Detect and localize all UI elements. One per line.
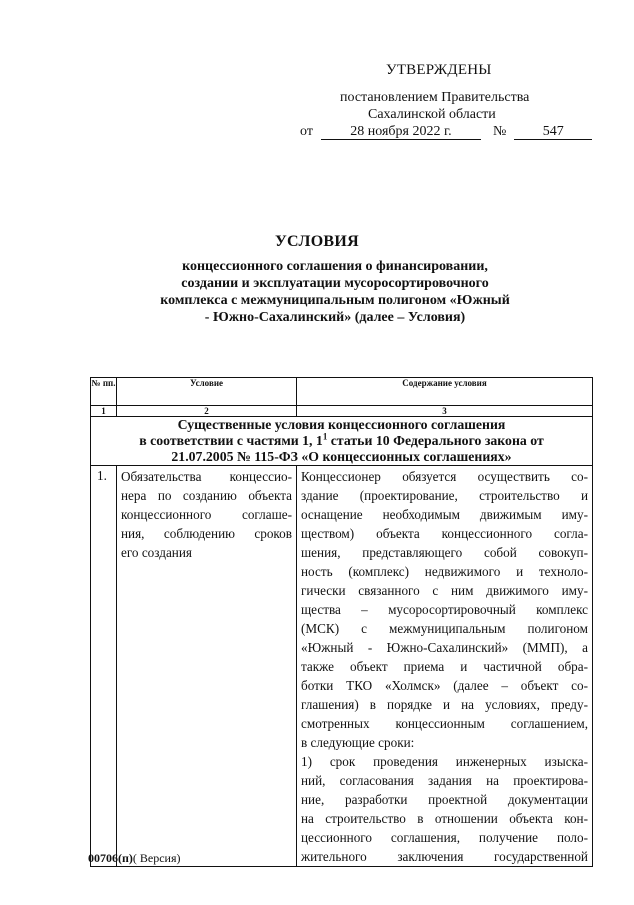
row-condition <box>117 466 297 867</box>
condition-line: Обязательства концессио- <box>121 469 292 484</box>
subtitle-line: создании и эксплуатации мусоросортировочного <box>181 276 489 291</box>
subtitle-line: комплекса с межмуниципальным полигоном «Южный <box>160 293 510 308</box>
content-line: гически связанного с ним движимого иму- <box>301 583 588 598</box>
content-line: ществом) объекта концессионного согла- <box>301 526 588 541</box>
content-line: в следующие сроки: <box>301 735 415 750</box>
condition-line: его создания <box>121 545 192 560</box>
version-label: ( Версия) <box>132 851 181 865</box>
approval-number: 547 <box>514 124 592 140</box>
content-line: на строительство в отношении объекта кон- <box>301 811 588 826</box>
content-line: смотренных концессионным соглашением, <box>301 716 588 731</box>
content-line: глашения) в порядке и на условиях, преду- <box>301 697 588 712</box>
content-line: ние, разработки проектной документации <box>301 792 588 807</box>
content-line: 1) срок проведения инженерных изыска- <box>301 754 588 769</box>
content-line: щества – мусоросортировочный комплекс <box>301 602 588 617</box>
approval-date-row <box>300 124 592 140</box>
section-text: в соответствии с частями 1, 1 <box>139 433 323 448</box>
content-line: оснащение необходимым движимым иму- <box>301 507 588 522</box>
header-content: Содержание условия <box>297 378 593 406</box>
table-header-row <box>91 378 593 406</box>
content-line: Концессионер обязуется осуществить со- <box>301 469 588 484</box>
section-superscript: 1 <box>322 431 328 442</box>
document-code: 00706(п) <box>88 851 133 865</box>
condition-line: нера по созданию объекта <box>121 488 292 503</box>
conditions-table <box>90 377 593 867</box>
content-line: «Южный - Южно-Сахалинский» (ММП), а <box>301 640 588 655</box>
content-line: ний, согласования задания на проектирова- <box>301 773 588 788</box>
header-num: № пп. <box>91 378 117 406</box>
content-line: (МСК) с межмуниципальным полигоном <box>301 621 588 636</box>
subtitle-line: - Южно-Сахалинский» (далее – Условия) <box>204 310 466 325</box>
document-title: УСЛОВИЯ <box>274 233 360 250</box>
section-heading-line: Существенные условия концессионного соглашения <box>177 417 506 432</box>
section-heading-line: 21.07.2005 № 115-ФЗ «О концессионных соглашениях» <box>171 449 512 464</box>
approval-title: УТВЕРЖДЕНЫ <box>386 62 492 78</box>
content-line: ботки ТКО «Холмск» (далее – объект со- <box>301 678 588 693</box>
column-number-row <box>91 406 593 417</box>
table-row <box>91 466 593 867</box>
footer-code <box>88 851 181 866</box>
content-line: шения, представляющего собой совокуп- <box>301 545 588 560</box>
column-number: 3 <box>297 406 593 417</box>
approval-region-line: Сахалинской области <box>368 107 496 122</box>
subtitle-line: концессионного соглашения о финансировании, <box>182 259 488 274</box>
column-number: 2 <box>117 406 297 417</box>
from-label: от <box>300 124 313 139</box>
content-line: жительного заключения государственной <box>301 849 588 864</box>
document-subtitle <box>130 258 540 326</box>
row-number: 1. <box>91 466 117 867</box>
content-line: ность (комплекс) недвижимого и техноло- <box>301 564 588 579</box>
content-line: цессионного соглашения, получение поло- <box>301 830 588 845</box>
approval-date: 28 ноября 2022 г. <box>321 124 481 140</box>
content-line: здание (проектирование, строительство и <box>301 488 588 503</box>
number-label: № <box>492 124 507 139</box>
section-text: статьи 10 Федерального закона от <box>327 433 544 448</box>
header-condition: Условие <box>117 378 297 406</box>
section-heading-row <box>91 417 593 466</box>
column-number: 1 <box>91 406 117 417</box>
row-content <box>297 466 593 867</box>
section-heading <box>91 417 593 466</box>
content-line: также объект приема и частичной обра- <box>301 659 588 674</box>
approval-decree-line: постановлением Правительства <box>340 90 530 105</box>
condition-line: концессионного соглаше- <box>121 507 292 522</box>
condition-line: ния, соблюдению сроков <box>121 526 292 541</box>
section-heading-line <box>91 433 592 449</box>
